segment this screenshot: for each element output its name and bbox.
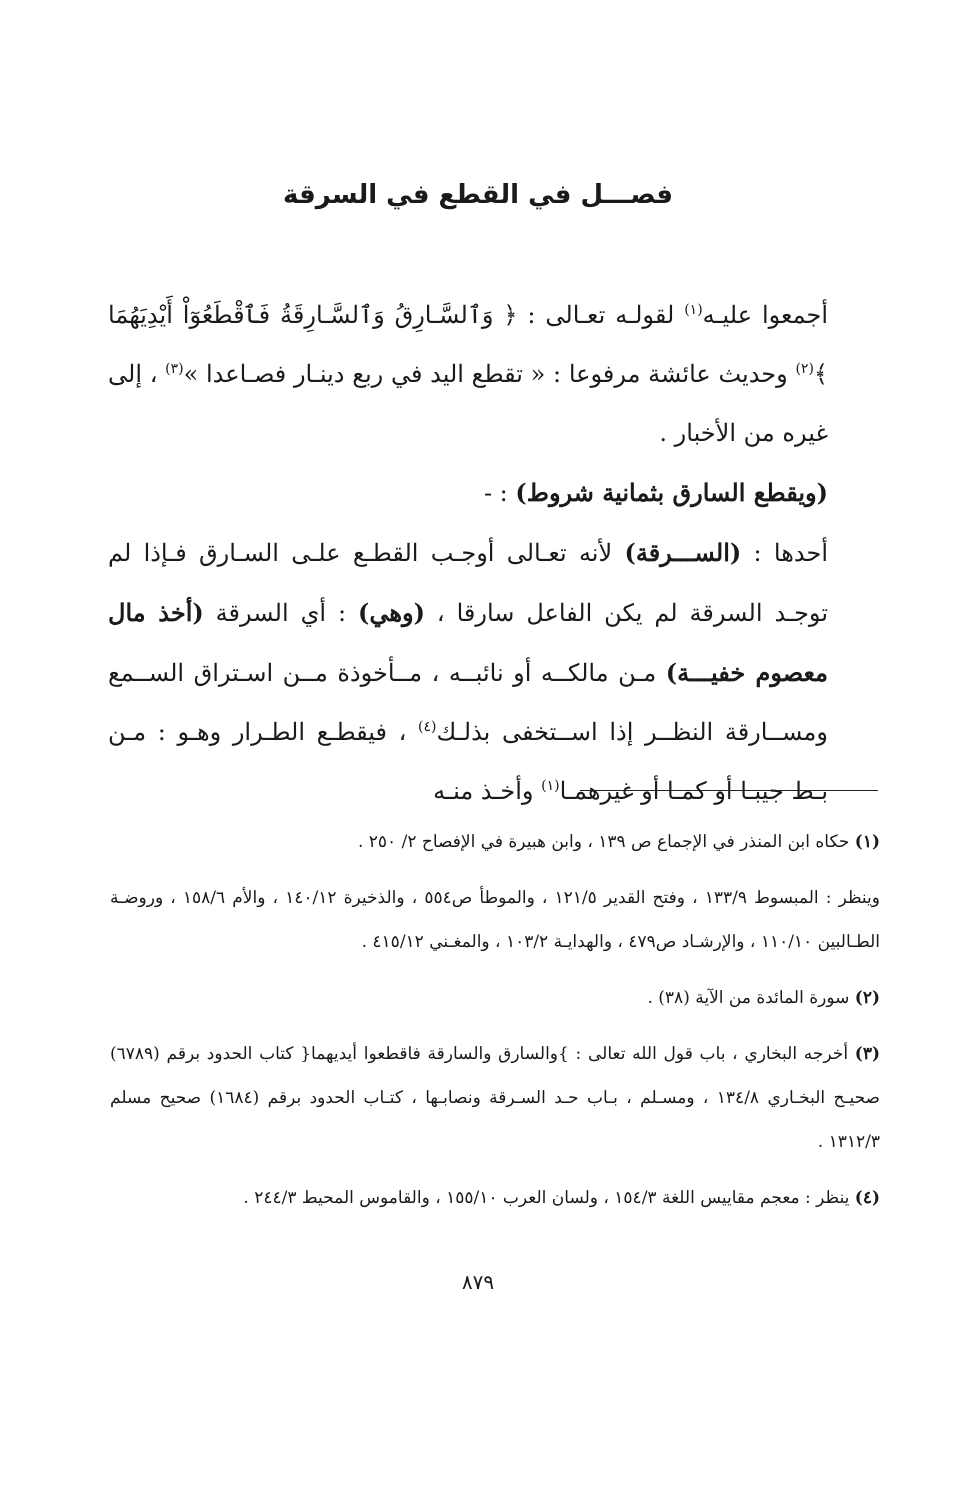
text-span: لقولـه تعـالى :: [517, 301, 685, 329]
footnote-item: [110, 976, 880, 1020]
footnote-text: أخرجه البخاري ، باب قول الله تعالى : }والسارق والسارقة فاقطعوا أيديهما{ كتاب الحدود برقم (٦٧٨٩) صحيـح البخـاري ١٣٤/٨ ، ومسـلم ، بـاب حـد السـرقة ونصابـها ، كتـاب الحدود برقم (١٦٨٤) صحيح مسلم ١٣١٢/٣ .: [110, 1044, 880, 1152]
footnote-ref: (١): [684, 302, 703, 318]
main-text: [108, 286, 828, 821]
text-span: وأخـذ منـه: [433, 777, 542, 805]
bold-term: (أخذ مال معصوم خفيـــة): [108, 598, 828, 687]
footnote-number: (٤): [854, 1188, 880, 1208]
footnote-item: [110, 1032, 880, 1164]
footnote-item: [110, 820, 880, 864]
quran-verse: ﴿ وَٱلسَّـارِقُ وَٱلسَّـارِقَةُ فَٱقْطَعُوٓاْ أَيْدِيَهُمَا ﴾: [108, 301, 828, 388]
text-span: : أي السرقة: [203, 599, 358, 627]
footnote-number: (١): [854, 832, 880, 852]
hadith-quote: « تقطع اليد في ربع دينـار فصـاعدا »: [183, 360, 546, 388]
footnotes: [110, 820, 880, 1232]
text-span: لأنه تعـالى أوجـب القطـع علـى السـارق فـإذا لم توجـد السرقة لم يكن الفاعل سارقا ،: [108, 539, 828, 627]
text-span: ، فيقطـع الطـرار وهـو : مـن بـط جيبـا أو كمـا أو غيرهمـا: [108, 718, 828, 805]
text-span: : -: [483, 479, 516, 507]
bold-term: (الســـرقة): [624, 538, 742, 567]
bold-term: (وهي): [358, 598, 425, 627]
page-number: ٨٧٩: [461, 1270, 495, 1294]
section-title: فصـــل في القطع في السرقة: [283, 180, 673, 210]
footnote-number: (٢): [854, 988, 880, 1008]
footnote-number: (٣): [854, 1044, 880, 1064]
footnote-text: حكاه ابن المنذر في الإجماع ص ١٣٩ ، وابن هبيرة في الإفصاح ٢/ ٢٥٠ .: [357, 832, 855, 852]
footnote-item-continuation: [110, 876, 880, 964]
text-span: مـن مالكــه أو نائبــه ، مــأخوذة مــن اسـتراق الســمع ومســارقة النظــر إذا اســتخفى بذلـك: [108, 659, 829, 746]
text-span: أجمعوا عليـه: [702, 301, 828, 329]
footnote-item: [110, 1176, 880, 1220]
footnote-ref: (٢): [795, 361, 814, 377]
paragraph-consensus: [108, 286, 828, 463]
footnote-text: وينظر : المبسوط ١٣٣/٩ ، وفتح القدير ١٢١/٥ ، والموطأ ص٥٥٤ ، والذخيرة ١٤٠/١٢ ، والأم ١٥٨/٦ ، وروضـة الطـالبين ١١٠/١٠ ، والإرشـاد ص٤٧٩ ، والهدايـة ١٠٣/٢ ، والمغـني ٤١٥/١٢ .: [110, 888, 880, 952]
text-span: أحدها :: [741, 539, 828, 567]
footnote-ref: (١): [541, 778, 560, 794]
text-span: وحديث عائشة مرفوعا :: [545, 360, 796, 388]
paragraph-first-condition: [108, 523, 828, 821]
footnote-text: سورة المائدة من الآية (٣٨) .: [647, 988, 855, 1008]
footnote-ref: (٣): [165, 361, 184, 377]
footnote-text: ينظر : معجم مقاييس اللغة ١٥٤/٣ ، ولسان العرب ١٥٥/١٠ ، والقاموس المحيط ٢٤٤/٣ .: [243, 1188, 855, 1208]
text-span: ، إلى غيره من الأخبار .: [108, 360, 828, 447]
footnote-separator: [580, 790, 878, 791]
bold-heading: (ويقطع السارق بثمانية شروط): [515, 478, 828, 507]
footnote-ref: (٤): [418, 719, 437, 735]
paragraph-conditions: [108, 463, 828, 523]
